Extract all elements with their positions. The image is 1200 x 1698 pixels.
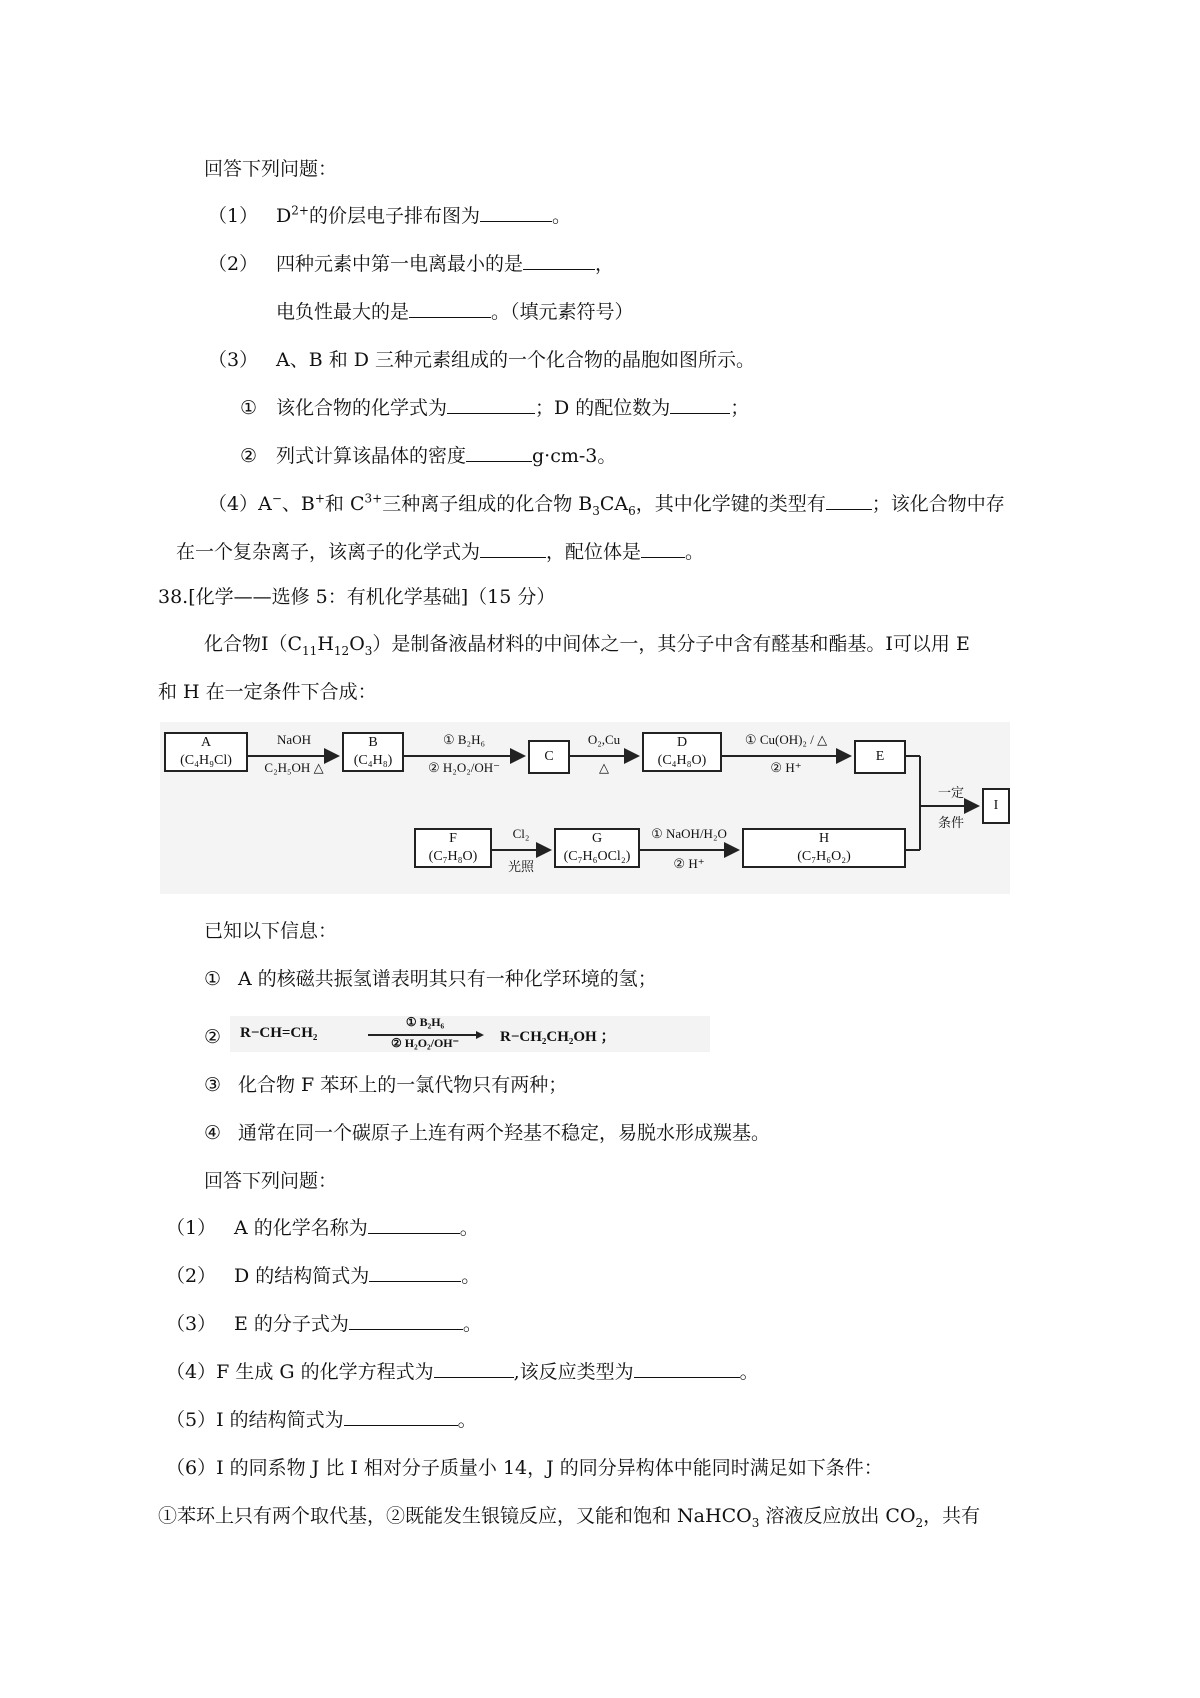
q37-intro: 回答下列问题： bbox=[204, 158, 338, 180]
question-text: ①苯环上只有两个取代基，②既能发生银镜反应，又能和饱和 NaHCO bbox=[158, 1505, 752, 1527]
reagent-label: 一定 bbox=[937, 785, 964, 800]
reagent-label: 条件 bbox=[937, 815, 964, 830]
question-text: 该化合物的化学式为 bbox=[276, 397, 448, 419]
question-text: 四种元素中第一电离最小的是 bbox=[276, 253, 524, 275]
compound-label: D bbox=[676, 735, 688, 750]
q38-info2-mark: ② bbox=[204, 1026, 222, 1048]
part-number: （2） bbox=[166, 1265, 217, 1287]
q38-a6 bbox=[166, 1455, 883, 1481]
info2-reaction bbox=[230, 1016, 710, 1052]
charge: 3+ bbox=[364, 491, 383, 506]
intro-text: O bbox=[349, 633, 365, 655]
q37-part2 bbox=[208, 251, 614, 277]
compound-label: C bbox=[544, 749, 554, 764]
subscript: 12 bbox=[333, 643, 350, 658]
q37-part1 bbox=[208, 203, 571, 229]
info-mark: ④ bbox=[204, 1122, 222, 1144]
q38-a4 bbox=[166, 1359, 759, 1385]
compound-e bbox=[854, 740, 906, 774]
subscript: 6 bbox=[628, 503, 636, 518]
subscript: 3 bbox=[364, 643, 373, 658]
q37-part3-sub1 bbox=[240, 395, 749, 421]
intro-text: H bbox=[317, 633, 334, 655]
punct: 。 bbox=[459, 1217, 479, 1239]
product: R−CH₂CH₂OH ； bbox=[500, 1029, 616, 1045]
answer-blank[interactable] bbox=[480, 203, 552, 222]
compound-formula: (C₇H₆OCl₂) bbox=[563, 849, 631, 864]
info-mark: ① bbox=[204, 968, 222, 990]
punct: ； bbox=[730, 397, 750, 419]
punct: 。 bbox=[457, 1409, 477, 1431]
compound-d bbox=[642, 732, 722, 772]
reagent-label: NaOH bbox=[277, 732, 311, 747]
info-text: 通常在同一个碳原子上连有两个羟基不稳定，易脱水形成羰基。 bbox=[238, 1122, 771, 1144]
q37-part4 bbox=[208, 491, 1005, 517]
part-number: （4） bbox=[166, 1361, 217, 1383]
reagent-label: ① B₂H₆ bbox=[442, 732, 486, 747]
question-text: I 的同系物 J 比 I 相对分子质量小 14，J 的同分异构体中能同时满足如下条件： bbox=[216, 1457, 883, 1479]
charge: 2+ bbox=[291, 203, 309, 218]
compound-i bbox=[982, 788, 1010, 824]
compound-label: F bbox=[449, 831, 457, 846]
part-number: （5） bbox=[166, 1409, 217, 1431]
part-number: （2） bbox=[208, 253, 259, 275]
reagent-label: ② H⁺ bbox=[673, 856, 705, 871]
compound-f bbox=[414, 828, 492, 868]
question-text: 列式计算该晶体的密度 bbox=[276, 445, 467, 467]
answer-blank[interactable] bbox=[634, 1359, 740, 1378]
q38-info3 bbox=[204, 1072, 567, 1098]
q37-part4-line2 bbox=[176, 539, 704, 565]
q38-info4 bbox=[204, 1120, 770, 1146]
punct: 。 bbox=[739, 1361, 759, 1383]
question-text: 三种离子组成的化合物 B bbox=[382, 493, 593, 515]
subscript: 3 bbox=[751, 1515, 760, 1530]
question-text: I 的结构简式为 bbox=[216, 1409, 344, 1431]
question-text: 溶液反应放出 CO bbox=[759, 1505, 916, 1527]
compound-formula: (C₄H₈O) bbox=[657, 753, 707, 768]
compound-formula: (C₄H₉Cl) bbox=[180, 753, 232, 768]
question-text: E 的分子式为 bbox=[234, 1313, 349, 1335]
compound-g bbox=[554, 828, 640, 868]
answer-blank[interactable] bbox=[349, 1311, 463, 1330]
compound-formula: (C₇H₆O₂) bbox=[797, 849, 851, 864]
q37-part3 bbox=[208, 347, 755, 373]
reagent-label: O₂,Cu bbox=[587, 732, 621, 747]
question-text: ；该化合物中存 bbox=[871, 493, 1005, 515]
answer-blank[interactable] bbox=[641, 539, 685, 558]
answer-blank[interactable] bbox=[523, 251, 595, 270]
compound-c bbox=[528, 740, 570, 774]
formula: CA bbox=[599, 493, 629, 515]
intro-text: 化合物Ⅰ（C bbox=[204, 633, 303, 655]
part-number: （1） bbox=[208, 205, 259, 227]
q37-part2-line2 bbox=[276, 299, 634, 325]
question-text: A 的化学名称为 bbox=[234, 1217, 368, 1239]
compound-label: I bbox=[993, 798, 999, 813]
part-number: （3） bbox=[166, 1313, 217, 1335]
part-number: （3） bbox=[208, 349, 259, 371]
unit: g·cm-3 bbox=[532, 445, 598, 467]
part-number: （4） bbox=[208, 493, 259, 515]
answer-blank[interactable] bbox=[369, 1263, 461, 1282]
part-number: （1） bbox=[166, 1217, 217, 1239]
punct: 。 bbox=[551, 205, 571, 227]
charge: + bbox=[314, 491, 325, 506]
compound-b bbox=[342, 732, 404, 772]
subscript: 2 bbox=[915, 1515, 924, 1530]
subscript: 3 bbox=[592, 503, 600, 518]
question-text: 。（填元素符号） bbox=[491, 301, 634, 323]
info-mark: ③ bbox=[204, 1074, 222, 1096]
synthesis-scheme bbox=[160, 722, 1010, 894]
reagent-label: Cl₂ bbox=[512, 826, 530, 841]
reagent-label: C₂H₅OH △ bbox=[264, 760, 324, 775]
reagent-label: ② H⁺ bbox=[770, 760, 802, 775]
q38-a2 bbox=[166, 1263, 480, 1289]
reagent-label: ① Cu(OH)₂ / △ bbox=[744, 732, 828, 747]
question-text: ,该反应类型为 bbox=[513, 1361, 634, 1383]
answer-blank[interactable] bbox=[368, 1215, 460, 1234]
compound-h bbox=[742, 828, 906, 868]
sub-mark: ② bbox=[240, 445, 258, 467]
compound-a bbox=[164, 732, 248, 772]
question-text: F 生成 G 的化学方程式为 bbox=[216, 1361, 434, 1383]
ion-symbol: D bbox=[276, 205, 292, 227]
ion: 和 C bbox=[324, 493, 365, 515]
reagent-label: 光照 bbox=[507, 859, 534, 874]
answer-blank[interactable] bbox=[826, 491, 872, 510]
question-text: ，其中化学键的类型有 bbox=[635, 493, 826, 515]
compound-label: G bbox=[591, 831, 603, 846]
question-text: ；D 的配位数为 bbox=[535, 397, 671, 419]
q38-a3 bbox=[166, 1311, 482, 1337]
answer-blank[interactable] bbox=[466, 443, 532, 462]
info-text: A 的核磁共振氢谱表明其只有一种化学环境的氢； bbox=[238, 968, 657, 990]
punct: ， bbox=[595, 253, 615, 275]
q38-a5 bbox=[166, 1407, 477, 1433]
q37-part3-sub2 bbox=[240, 443, 616, 469]
answer-blank[interactable] bbox=[344, 1407, 458, 1426]
q38-intro bbox=[204, 631, 970, 657]
question-text: ，共有 bbox=[923, 1505, 981, 1527]
answer-blank[interactable] bbox=[480, 539, 546, 558]
question-text: 在一个复杂离子，该离子的化学式为 bbox=[176, 541, 481, 563]
punct: 。 bbox=[461, 1265, 481, 1287]
q38-a1 bbox=[166, 1215, 479, 1241]
punct: 。 bbox=[597, 445, 617, 467]
intro-text: ）是制备液晶材料的中间体之一，其分子中含有醛基和酯基。Ⅰ可以用 E bbox=[372, 633, 970, 655]
ion: A bbox=[258, 493, 272, 515]
punct: 。 bbox=[462, 1313, 482, 1335]
q38-ask: 回答下列问题： bbox=[204, 1170, 338, 1192]
subscript: 11 bbox=[302, 643, 318, 658]
part-number: （6） bbox=[166, 1457, 217, 1479]
answer-blank[interactable] bbox=[409, 299, 491, 318]
sub-mark: ① bbox=[240, 397, 258, 419]
answer-blank[interactable] bbox=[447, 395, 535, 414]
reagent-label: ② H₂O₂/OH⁻ bbox=[428, 760, 500, 775]
info-text: 化合物 F 苯环上的一氯代物只有两种； bbox=[238, 1074, 568, 1096]
q38-title: 38.[化学——选修 5：有机化学基础]（15 分） bbox=[158, 586, 556, 608]
compound-label: B bbox=[368, 735, 378, 750]
answer-blank[interactable] bbox=[434, 1359, 514, 1378]
reactant: R−CH=CH₂ bbox=[240, 1025, 318, 1041]
q38-intro-line2: 和 H 在一定条件下合成： bbox=[158, 681, 377, 703]
compound-label: H bbox=[818, 831, 830, 846]
reagent-label: ② H₂O₂/OH⁻ bbox=[391, 1036, 459, 1050]
compound-formula: (C₄H₈) bbox=[353, 753, 393, 768]
q38-info1 bbox=[204, 966, 657, 992]
compound-label: A bbox=[200, 735, 212, 750]
question-text: A、B 和 D 三种元素组成的一个化合物的晶胞如图所示。 bbox=[276, 349, 756, 371]
punct: 。 bbox=[685, 541, 705, 563]
question-text: 的价层电子排布图为 bbox=[308, 205, 480, 227]
charge: − bbox=[271, 491, 282, 506]
reagent-label: △ bbox=[599, 760, 609, 775]
reagent-label: ① NaOH/H₂O bbox=[651, 826, 727, 841]
ion: 、B bbox=[281, 493, 315, 515]
question-text: D 的结构简式为 bbox=[234, 1265, 370, 1287]
compound-label: E bbox=[875, 749, 885, 764]
q38-known: 已知以下信息： bbox=[204, 920, 338, 942]
answer-blank[interactable] bbox=[670, 395, 730, 414]
q38-a6-line2 bbox=[158, 1503, 980, 1529]
reagent-label: ① B₂H₆ bbox=[405, 1015, 445, 1029]
question-text: ，配位体是 bbox=[546, 541, 642, 563]
compound-formula: (C₇H₈O) bbox=[428, 849, 478, 864]
question-text: 电负性最大的是 bbox=[276, 301, 410, 323]
